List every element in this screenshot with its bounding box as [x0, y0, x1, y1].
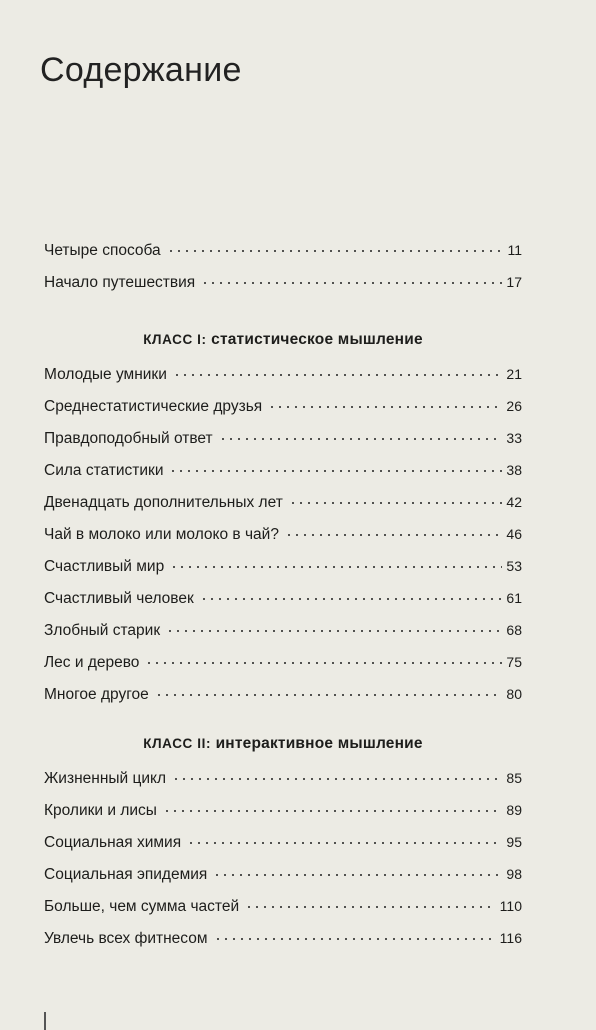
toc-entry-label: Многое другое	[44, 686, 149, 703]
dot-leader	[167, 250, 504, 252]
toc-entry-label: Среднестатистические друзья	[44, 398, 263, 415]
dot-leader	[245, 906, 496, 908]
toc-entry-page: 33	[506, 430, 522, 446]
toc-entry[interactable]	[44, 654, 522, 686]
toc-entry-page: 26	[506, 398, 522, 414]
toc-entry-page: 95	[506, 834, 522, 850]
dot-leader	[285, 534, 502, 536]
toc-section-1	[44, 324, 522, 356]
toc-entry-page: 89	[506, 802, 522, 818]
toc-entry-page: 98	[506, 866, 522, 882]
dot-leader	[187, 842, 502, 844]
toc-entry-page: 61	[506, 590, 522, 606]
toc-entry-label: Сила статистики	[44, 462, 164, 479]
toc-entry[interactable]	[44, 274, 522, 306]
dot-leader	[214, 938, 496, 940]
toc-entry-label: Начало путешествия	[44, 274, 196, 291]
toc-section-2-entries	[44, 770, 522, 962]
toc-entry-page: 21	[506, 366, 522, 382]
toc-entry-page: 80	[506, 686, 522, 702]
toc-entry-label: Правдоподобный ответ	[44, 430, 213, 447]
section-heading	[44, 728, 522, 760]
section-title: интерактивное мышление	[215, 735, 423, 752]
section-class-label: КЛАСС II:	[143, 736, 212, 751]
toc-entry[interactable]	[44, 834, 522, 866]
toc-entry-page: 46	[506, 526, 522, 542]
dot-leader	[170, 566, 502, 568]
dot-leader	[173, 374, 503, 376]
toc-entry[interactable]	[44, 366, 522, 398]
toc-section-1-entries	[44, 366, 522, 718]
toc-entry-page: 11	[507, 242, 522, 258]
toc-entry-page: 42	[506, 494, 522, 510]
dot-leader	[172, 778, 502, 780]
toc-entry-label: Двенадцать дополнительных лет	[44, 494, 283, 511]
toc-entry-page: 85	[506, 770, 522, 786]
toc-entry-page: 110	[499, 898, 522, 914]
toc-entry[interactable]	[44, 590, 522, 622]
toc-entry-page: 17	[506, 274, 522, 290]
toc-entry-label: Социальная химия	[44, 834, 182, 851]
dot-leader	[213, 874, 502, 876]
toc-entry-label: Чай в молоко или молоко в чай?	[44, 526, 279, 543]
dot-leader	[201, 282, 502, 284]
toc-entry-label: Счастливый человек	[44, 590, 194, 607]
toc-entry-label: Счастливый мир	[44, 558, 165, 575]
scan-mark	[44, 1012, 46, 1030]
toc-entry-label: Четыре способа	[44, 242, 161, 259]
dot-leader	[145, 662, 502, 664]
dot-leader	[169, 470, 502, 472]
toc-entry-page: 75	[506, 654, 522, 670]
toc-entry-page: 116	[499, 930, 522, 946]
toc-entry[interactable]	[44, 462, 522, 494]
dot-leader	[219, 438, 503, 440]
toc-section-2	[44, 728, 522, 760]
dot-leader	[200, 598, 503, 600]
toc-entry-label: Жизненный цикл	[44, 770, 167, 787]
toc-entry-label: Увлечь всех фитнесом	[44, 930, 208, 947]
section-heading	[44, 324, 522, 356]
toc-entry[interactable]	[44, 802, 522, 834]
toc-entry[interactable]	[44, 242, 522, 274]
toc-entry[interactable]	[44, 770, 522, 802]
section-class-label: КЛАСС I:	[143, 332, 207, 347]
toc-entry[interactable]	[44, 526, 522, 558]
dot-leader	[163, 810, 502, 812]
toc-entry[interactable]	[44, 430, 522, 462]
toc-entry[interactable]	[44, 558, 522, 590]
page-title: Содержание	[40, 50, 242, 89]
dot-leader	[155, 694, 503, 696]
toc-entry[interactable]	[44, 622, 522, 654]
toc-entry[interactable]	[44, 686, 522, 718]
toc-entry-label: Больше, чем сумма частей	[44, 898, 240, 915]
toc-entry[interactable]	[44, 398, 522, 430]
toc-entry[interactable]	[44, 494, 522, 526]
toc-entry-label: Социальная эпидемия	[44, 866, 208, 883]
toc-entry-label: Молодые умники	[44, 366, 167, 383]
section-title: статистическое мышление	[211, 331, 423, 348]
toc-entry-page: 38	[506, 462, 522, 478]
dot-leader	[268, 406, 502, 408]
toc-entry[interactable]	[44, 930, 522, 962]
toc-entry-label: Лес и дерево	[44, 654, 140, 671]
toc-entry-page: 53	[506, 558, 522, 574]
toc-entry[interactable]	[44, 898, 522, 930]
toc-entry-label: Злобный старик	[44, 622, 161, 639]
toc-entry[interactable]	[44, 866, 522, 898]
dot-leader	[166, 630, 502, 632]
toc-intro	[44, 242, 522, 306]
toc-entry-page: 68	[506, 622, 522, 638]
toc-entry-label: Кролики и лисы	[44, 802, 157, 819]
dot-leader	[289, 502, 503, 504]
